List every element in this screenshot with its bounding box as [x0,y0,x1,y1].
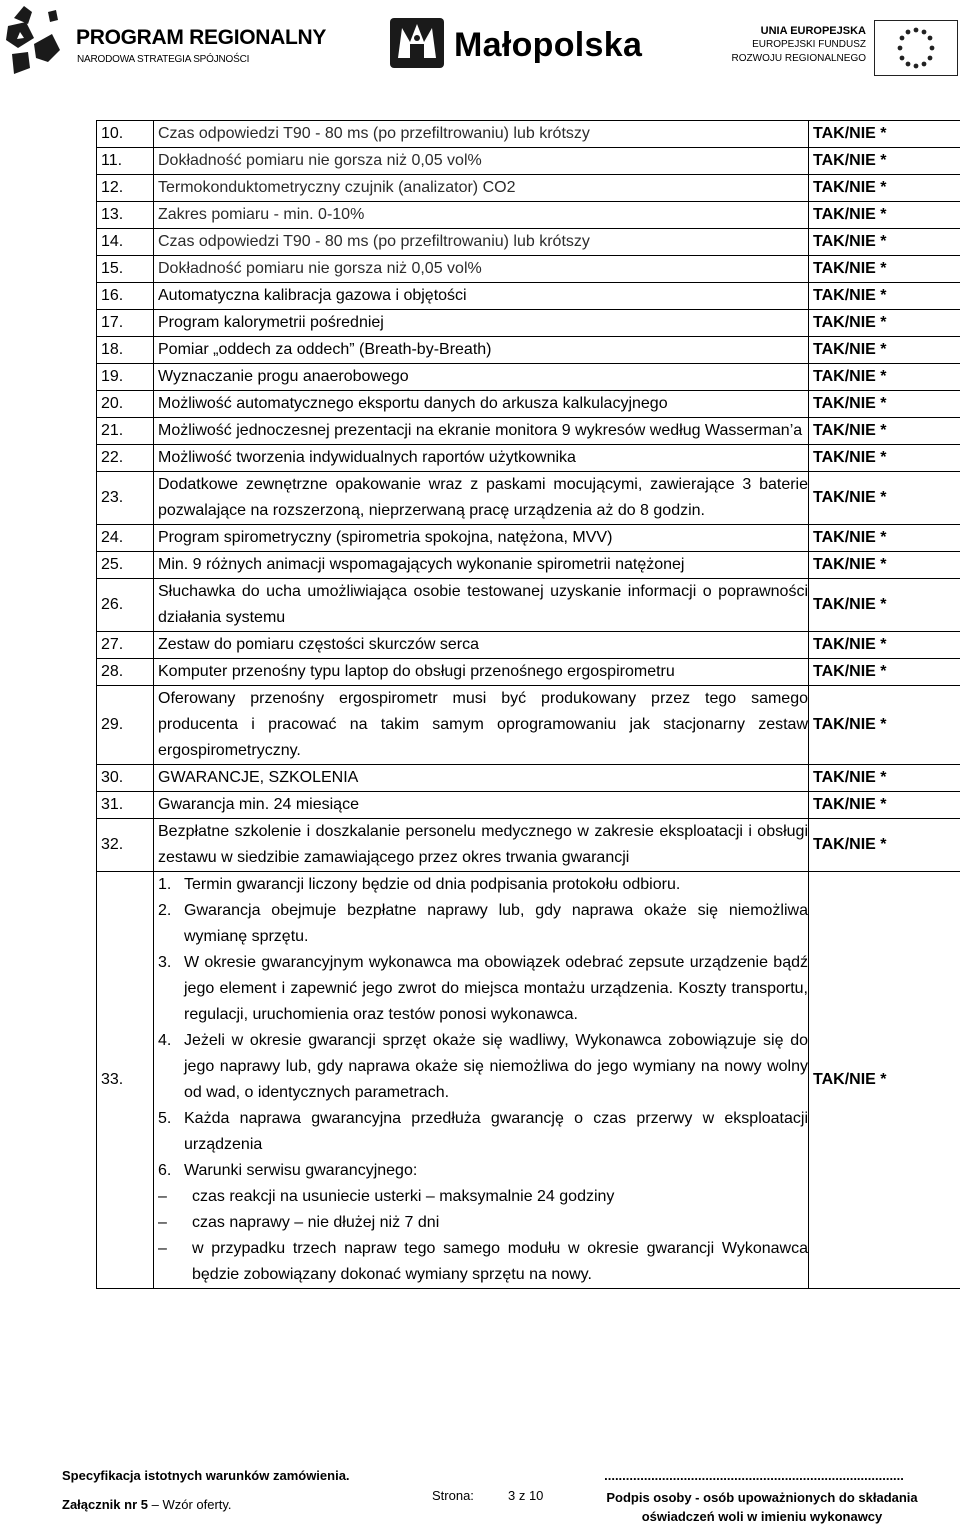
table-row [97,256,960,283]
warranty-conditions [154,872,809,1289]
row-answer: TAK/NIE * [809,579,960,632]
row-answer: TAK/NIE * [809,552,960,579]
row-answer: TAK/NIE * [809,872,960,1289]
row-number: 18. [97,337,154,364]
row-number: 24. [97,525,154,552]
list-item-number: 5. [158,1110,172,1127]
row-number: 26. [97,579,154,632]
table-row [97,792,960,819]
row-description: Termokonduktometryczny czujnik (analizator) CO2 [154,175,809,202]
row-description: Komputer przenośny typu laptop do obsługi przenośnego ergospirometru [154,659,809,686]
row-number: 23. [97,472,154,525]
list-item-text: w przypadku trzech napraw tego samego modułu w okresie gwarancji Wykonawca będzie zobowiązany dokonać wymiany sprzętu na nowy. [192,1240,808,1283]
list-item-number: 4. [158,1032,172,1049]
table-row [97,686,960,765]
list-item [158,1158,808,1184]
program-regionalny-logo [0,0,327,80]
stars-emblem-icon [4,4,74,76]
row-number: 11. [97,148,154,175]
list-item [158,950,808,1028]
row-number: 15. [97,256,154,283]
table-row [97,472,960,525]
row-description: Możliwość jednoczesnej prezentacji na ekranie monitora 9 wykresów według Wasserman’a [154,418,809,445]
eu-caption [732,24,866,66]
row-answer: TAK/NIE * [809,283,960,310]
eu-logo [732,20,958,80]
dash-bullet-icon: – [158,1214,167,1231]
table-row [97,283,960,310]
eu-flag-icon [874,20,958,76]
table-row [97,202,960,229]
table-row [97,445,960,472]
row-description: Czas odpowiedzi T90 - 80 ms (po przefiltrowaniu) lub krótszy [154,229,809,256]
list-item [158,1184,808,1210]
row-description: Zakres pomiaru - min. 0-10% [154,202,809,229]
row-number: 22. [97,445,154,472]
row-number: 17. [97,310,154,337]
row-description: GWARANCJE, SZKOLENIA [154,765,809,792]
table-row [97,391,960,418]
list-item-text: Gwarancja obejmuje bezpłatne naprawy lub, gdy naprawa okaże się niemożliwa wymianę sprzętu. [184,902,808,945]
row-description: Słuchawka do ucha umożliwiająca osobie testowanej uzyskanie informacji o poprawności działania systemu [154,579,809,632]
row-description: Automatyczna kalibracja gazowa i objętości [154,283,809,310]
list-item-text: Warunki serwisu gwarancyjnego: [184,1162,418,1179]
row-answer: TAK/NIE * [809,337,960,364]
warranty-list [158,872,808,1184]
row-description: Wyznaczanie progu anaerobowego [154,364,809,391]
row-answer: TAK/NIE * [809,310,960,337]
list-item [158,1106,808,1158]
row-number: 21. [97,418,154,445]
row-description: Możliwość tworzenia indywidualnych raportów użytkownika [154,445,809,472]
table-row [97,121,960,148]
table-row [97,337,960,364]
row-number: 27. [97,632,154,659]
row-number: 33. [97,872,154,1289]
list-item-text: czas reakcji na usuniecie usterki – maksymalnie 24 godziny [192,1188,615,1205]
row-description: Możliwość automatycznego eksportu danych do arkusza kalkulacyjnego [154,391,809,418]
table-row [97,229,960,256]
row-description: Program spirometryczny (spirometria spokojna, natężona, MVV) [154,525,809,552]
dash-bullet-icon: – [158,1240,167,1257]
footer-annex-bold: Załącznik nr 5 [62,1497,148,1512]
malopolska-emblem-icon [388,14,446,70]
row-description: Pomiar „oddech za oddech” (Breath-by-Breath) [154,337,809,364]
row-description: Bezpłatne szkolenie i doszkalanie personelu medycznego w zakresie eksploatacji i obsługi zestawu w siedzibie zamawiającego przez okres trwania gwarancji [154,819,809,872]
list-item-text: czas naprawy – nie dłużej niż 7 dni [192,1214,440,1231]
table-row [97,418,960,445]
row-description: Dokładność pomiaru nie gorsza niż 0,05 vol% [154,148,809,175]
table-row [97,819,960,872]
footer-annex-rest: – Wzór oferty. [147,1497,232,1512]
table-row [97,148,960,175]
row-description: Zestaw do pomiaru częstości skurczów serca [154,632,809,659]
row-number: 10. [97,121,154,148]
row-number: 31. [97,792,154,819]
signature-caption: Podpis osoby - osób upoważnionych do składania oświadczeń woli w imieniu wykonawcy [606,1490,918,1524]
eu-line-2: EUROPEJSKI FUNDUSZ [752,39,866,50]
footer-page-value: 3 z 10 [508,1488,544,1503]
row-answer: TAK/NIE * [809,175,960,202]
row-answer: TAK/NIE * [809,391,960,418]
spec-table-body [97,121,960,1289]
row-answer: TAK/NIE * [809,202,960,229]
row-answer: TAK/NIE * [809,819,960,872]
footer-page [432,1488,544,1503]
table-row [97,659,960,686]
table-row [97,364,960,391]
eu-line-1: UNIA EUROPEJSKA [760,25,866,37]
row-description: Czas odpowiedzi T90 - 80 ms (po przefiltrowaniu) lub krótszy [154,121,809,148]
row-answer: TAK/NIE * [809,121,960,148]
table-row [97,632,960,659]
row-answer: TAK/NIE * [809,765,960,792]
row-number: 32. [97,819,154,872]
program-title: PROGRAM REGIONALNY [76,26,327,49]
list-item-number: 6. [158,1162,172,1179]
signature-dots: ................................................................................... [604,1468,904,1483]
row-description: Dodatkowe zewnętrzne opakowanie wraz z paskami mocującymi, zawierające 3 baterie pozwalające na rozszerzoną, nieprzerwaną pracę urządzenia aż do 8 godzin. [154,472,809,525]
row-answer: TAK/NIE * [809,256,960,283]
list-item [158,872,808,898]
footer-spec: Specyfikacja istotnych warunków zamówienia. [62,1468,350,1483]
footer-page-label: Strona: [432,1488,474,1503]
row-number: 19. [97,364,154,391]
dash-bullet-icon: – [158,1188,167,1205]
row-answer: TAK/NIE * [809,659,960,686]
eu-line-3: ROZWOJU REGIONALNEGO [731,53,866,64]
page-header [0,0,960,80]
table-row [97,310,960,337]
row-number: 30. [97,765,154,792]
spec-table [96,120,960,1289]
list-item [158,898,808,950]
row-description: Gwarancja min. 24 miesiące [154,792,809,819]
list-item-text: Każda naprawa gwarancyjna przedłuża gwarancję o czas przerwy w eksploatacji urządzenia [184,1110,808,1153]
list-item-number: 3. [158,954,172,971]
row-answer: TAK/NIE * [809,148,960,175]
list-item-text: Jeżeli w okresie gwarancji sprzęt okaże się wadliwy, Wykonawca zobowiązuje się do jego naprawy lub, gdy naprawa okaże się niemożliwa do jego wymiany na nowy wolny od wad, o identycznych parametrach. [184,1032,808,1101]
row-description: Min. 9 różnych animacji wspomagających wykonanie spirometrii natężonej [154,552,809,579]
row-answer: TAK/NIE * [809,686,960,765]
row-description: Oferowany przenośny ergospirometr musi być produkowany przez tego samego producenta i pracować na takim samym oprogramowaniu jak stacjonarny zestaw ergospirometryczny. [154,686,809,765]
list-item-number: 2. [158,902,172,919]
list-item-text: Termin gwarancji liczony będzie od dnia podpisania protokołu odbioru. [184,876,681,893]
list-item [158,1028,808,1106]
page-footer [0,1460,960,1526]
row-description: Dokładność pomiaru nie gorsza niż 0,05 vol% [154,256,809,283]
list-item [158,1210,808,1236]
row-description: Program kalorymetrii pośredniej [154,310,809,337]
row-number: 20. [97,391,154,418]
malopolska-logo [388,14,668,74]
row-answer: TAK/NIE * [809,229,960,256]
list-item-text: W okresie gwarancyjnym wykonawca ma obowiązek odebrać zepsute urządzenie bądź jego element i zapewnić jego zwrot do miejsca montażu urządzenia. Koszty transportu, regulacji, uruchomienia oraz testów ponosi wykonawca. [184,954,808,1023]
list-item-number: 1. [158,876,172,893]
row-answer: TAK/NIE * [809,525,960,552]
row-number: 16. [97,283,154,310]
program-subtitle: NARODOWA STRATEGIA SPÓJNOŚCI [77,54,250,65]
row-answer: TAK/NIE * [809,632,960,659]
region-title: Małopolska [454,26,643,64]
service-conditions-list [158,1184,808,1288]
table-row [97,872,960,1289]
row-number: 13. [97,202,154,229]
row-number: 14. [97,229,154,256]
row-number: 28. [97,659,154,686]
footer-annex [62,1497,232,1512]
table-row [97,175,960,202]
row-answer: TAK/NIE * [809,792,960,819]
table-row [97,525,960,552]
table-row [97,579,960,632]
row-number: 12. [97,175,154,202]
list-item [158,1236,808,1288]
table-row [97,765,960,792]
row-answer: TAK/NIE * [809,364,960,391]
row-answer: TAK/NIE * [809,418,960,445]
row-number: 25. [97,552,154,579]
row-answer: TAK/NIE * [809,472,960,525]
row-number: 29. [97,686,154,765]
table-row [97,552,960,579]
row-answer: TAK/NIE * [809,445,960,472]
